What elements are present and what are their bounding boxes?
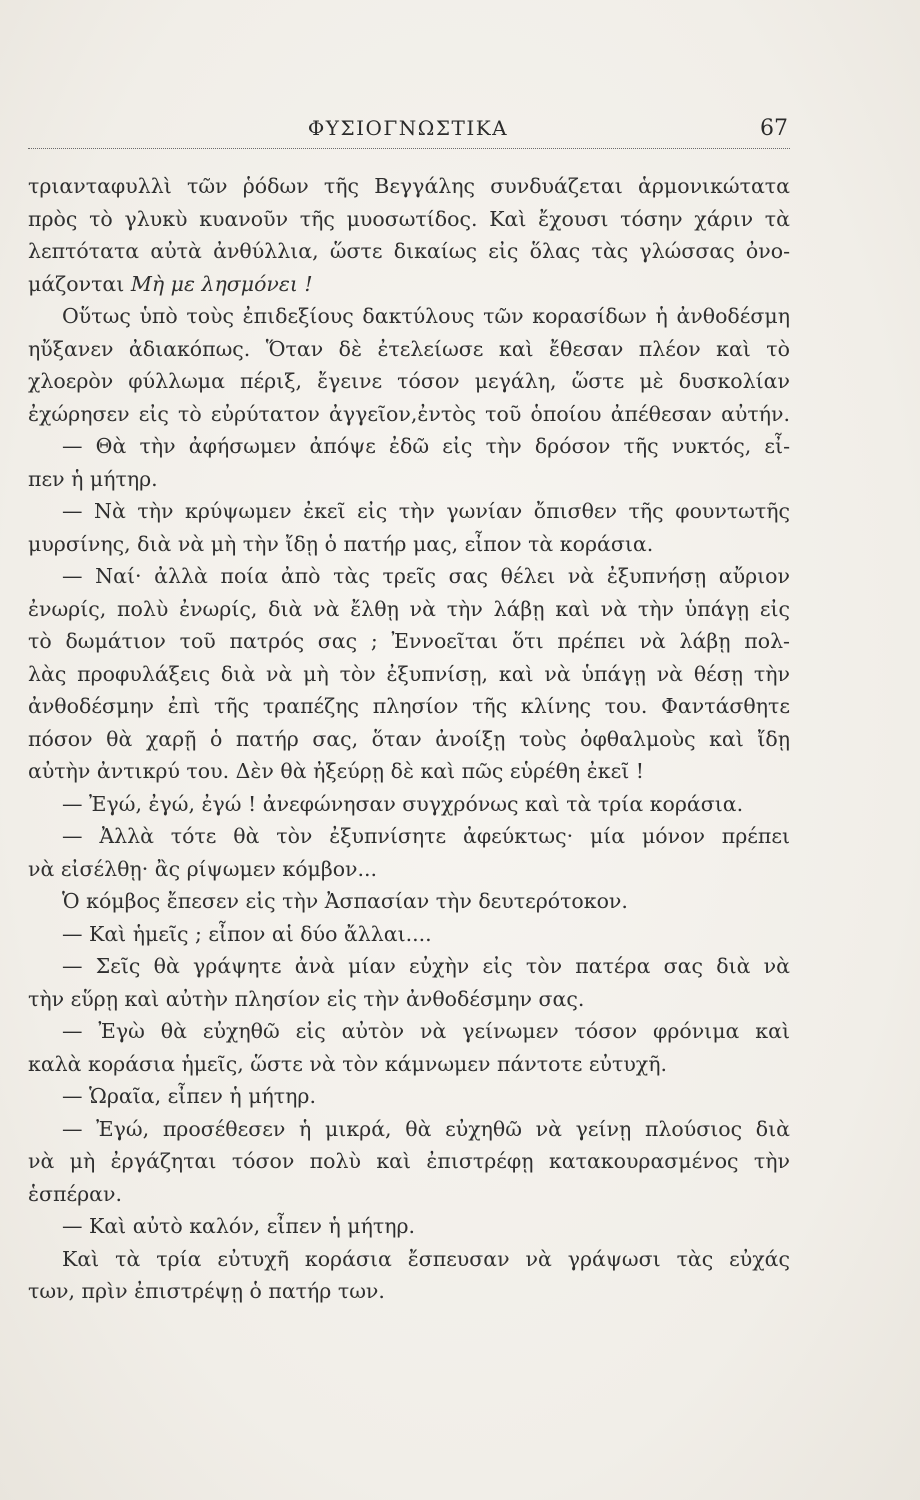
text-line: — Σεῖς θὰ γράψητε ἀνὰ μίαν εὐχὴν εἰς τὸν πατέρα σας διὰ νὰ	[62, 954, 790, 978]
text-line: — Νὰ τὴν κρύψωμεν ἐκεῖ εἰς τὴν γωνίαν ὄπισθεν τῆς φουντωτῆς	[62, 499, 790, 523]
text-line: — Θὰ τὴν ἀφήσωμεν ἀπόψε ἐδῶ εἰς τὴν δρόσον τῆς νυκτός, εἶ-	[62, 434, 790, 458]
text-line: — Καὶ ἡμεῖς ; εἶπον αἱ δύο ἄλλαι....	[62, 921, 432, 946]
text-line	[28, 268, 790, 301]
text-line: αὐτὴν ἀντικρύ του. Δὲν θὰ ἠξεύρῃ δὲ καὶ πῶς εὑρέθη ἐκεῖ !	[28, 759, 644, 783]
text-line: Καὶ τὰ τρία εὐτυχῆ κοράσια ἔσπευσαν νὰ γράψωσι τὰς εὐχάς	[62, 1246, 790, 1271]
running-head: ΦΥΣΙΟΓΝΩΣΤΙΚΑ	[307, 116, 509, 140]
text-line: λὰς προφυλάξεις διὰ νὰ μὴ τὸν ἐξυπνίσῃ, καὶ νὰ ὑπάγῃ νὰ θέσῃ τὴν	[28, 661, 790, 686]
header-rule	[28, 148, 790, 149]
text-line: Οὕτως ὑπὸ τοὺς ἐπιδεξίους δακτύλους τῶν κορασίδων ἡ ἀνθοδέσμη	[62, 304, 790, 328]
page-number: 67	[760, 116, 788, 141]
text-line: ἐνωρίς, πολὺ ἐνωρίς, διὰ νὰ ἔλθῃ νὰ τὴν λάβῃ καὶ νὰ τὴν ὑπάγῃ εἰς	[28, 596, 790, 621]
text-line: — Ἐγώ, ἐγώ, ἐγώ ! ἀνεφώνησαν συγχρόνως καὶ τὰ τρία κοράσια.	[62, 791, 744, 816]
text-line: — Ἐγώ, προσέθεσεν ἡ μικρά, θὰ εὐχηθῶ νὰ γείνῃ πλούσιος διὰ	[62, 1116, 790, 1141]
text-line: ἑσπέραν.	[28, 1181, 122, 1206]
text-line: — Ἀλλὰ τότε θὰ τὸν ἐξυπνίσητε ἀφεύκτως· μία μόνον πρέπει	[62, 824, 790, 848]
text-line: χλοερὸν φύλλωμα πέριξ, ἔγεινε τόσον μεγάλη, ὥστε μὲ δυσκολίαν	[28, 369, 790, 393]
text-line: τὴν εὕρῃ καὶ αὐτὴν πλησίον εἰς τὴν ἀνθοδέσμην σας.	[28, 986, 585, 1011]
text-line: νὰ μὴ ἐργάζηται τόσον πολὺ καὶ ἐπιστρέφῃ κατακουρασμένος τὴν	[28, 1149, 790, 1173]
text-line: Ὁ κόμβος ἔπεσεν εἰς τὴν Ἀσπασίαν τὴν δευτερότοκον.	[62, 889, 628, 913]
italic-phrase: Μὴ με λησμόνει !	[130, 271, 313, 296]
text-line: λεπτότατα αὐτὰ ἀνθύλλια, ὥστε δικαίως εἰς ὅλας τὰς γλώσσας ὀνο-	[28, 239, 790, 263]
text-line: των, πρὶν ἐπιστρέψῃ ὁ πατήρ των.	[28, 1279, 385, 1303]
text-line-start: μάζονται	[28, 271, 125, 296]
text-line: ἐχώρησεν εἰς τὸ εὐρύτατον ἀγγεῖον,ἐντὸς τοῦ ὁποίου ἀπέθεσαν αὐτήν.	[28, 401, 790, 426]
text-line: — Ναί· ἀλλὰ ποία ἀπὸ τὰς τρεῖς σας θέλει νὰ ἐξυπνήσῃ αὔριον	[62, 564, 790, 588]
text-line: ἀνθοδέσμην ἐπὶ τῆς τραπέζης πλησίον τῆς κλίνης του. Φαντάσθητε	[28, 694, 790, 718]
text-line: πόσον θὰ χαρῇ ὁ πατήρ σας, ὅταν ἀνοίξῃ τοὺς ὀφθαλμοὺς καὶ ἴδῃ	[28, 726, 790, 751]
text-line: πεν ἡ μήτηρ.	[28, 466, 158, 491]
page-header	[28, 116, 788, 148]
text-line: καλὰ κοράσια ἡμεῖς, ὥστε νὰ τὸν κάμνωμεν πάντοτε εὐτυχῆ.	[28, 1051, 668, 1076]
text-line: μυρσίνης, διὰ νὰ μὴ τὴν ἴδῃ ὁ πατήρ μας, εἶπον τὰ κοράσια.	[28, 531, 654, 556]
text-line: — Ὡραῖα, εἶπεν ἡ μήτηρ.	[62, 1084, 316, 1108]
body-text	[28, 170, 790, 1308]
text-line: τὸ δωμάτιον τοῦ πατρός σας ; Ἐννοεῖται ὅτι πρέπει νὰ λάβῃ πολ-	[28, 629, 790, 653]
text-line: — Ἐγὼ θὰ εὐχηθῶ εἰς αὐτὸν νὰ γείνωμεν τόσον φρόνιμα καὶ	[62, 1019, 790, 1043]
text-line: — Καὶ αὐτὸ καλόν, εἶπεν ἡ μήτηρ.	[62, 1214, 416, 1238]
text-line: τριανταφυλλὶ τῶν ῥόδων τῆς Βεγγάλης συνδυάζεται ἁρμονικώτατα	[28, 174, 790, 198]
text-line: ηὔξανεν ἀδιακόπως. Ὅταν δὲ ἐτελείωσε καὶ ἔθεσαν πλέον καὶ τὸ	[28, 336, 790, 361]
text-line: πρὸς τὸ γλυκὺ κυανοῦν τῆς μυοσωτίδος. Καὶ ἔχουσι τόσην χάριν τὰ	[28, 206, 790, 231]
text-line: νὰ εἰσέλθῃ· ἂς ρίψωμεν κόμβον...	[28, 856, 378, 881]
